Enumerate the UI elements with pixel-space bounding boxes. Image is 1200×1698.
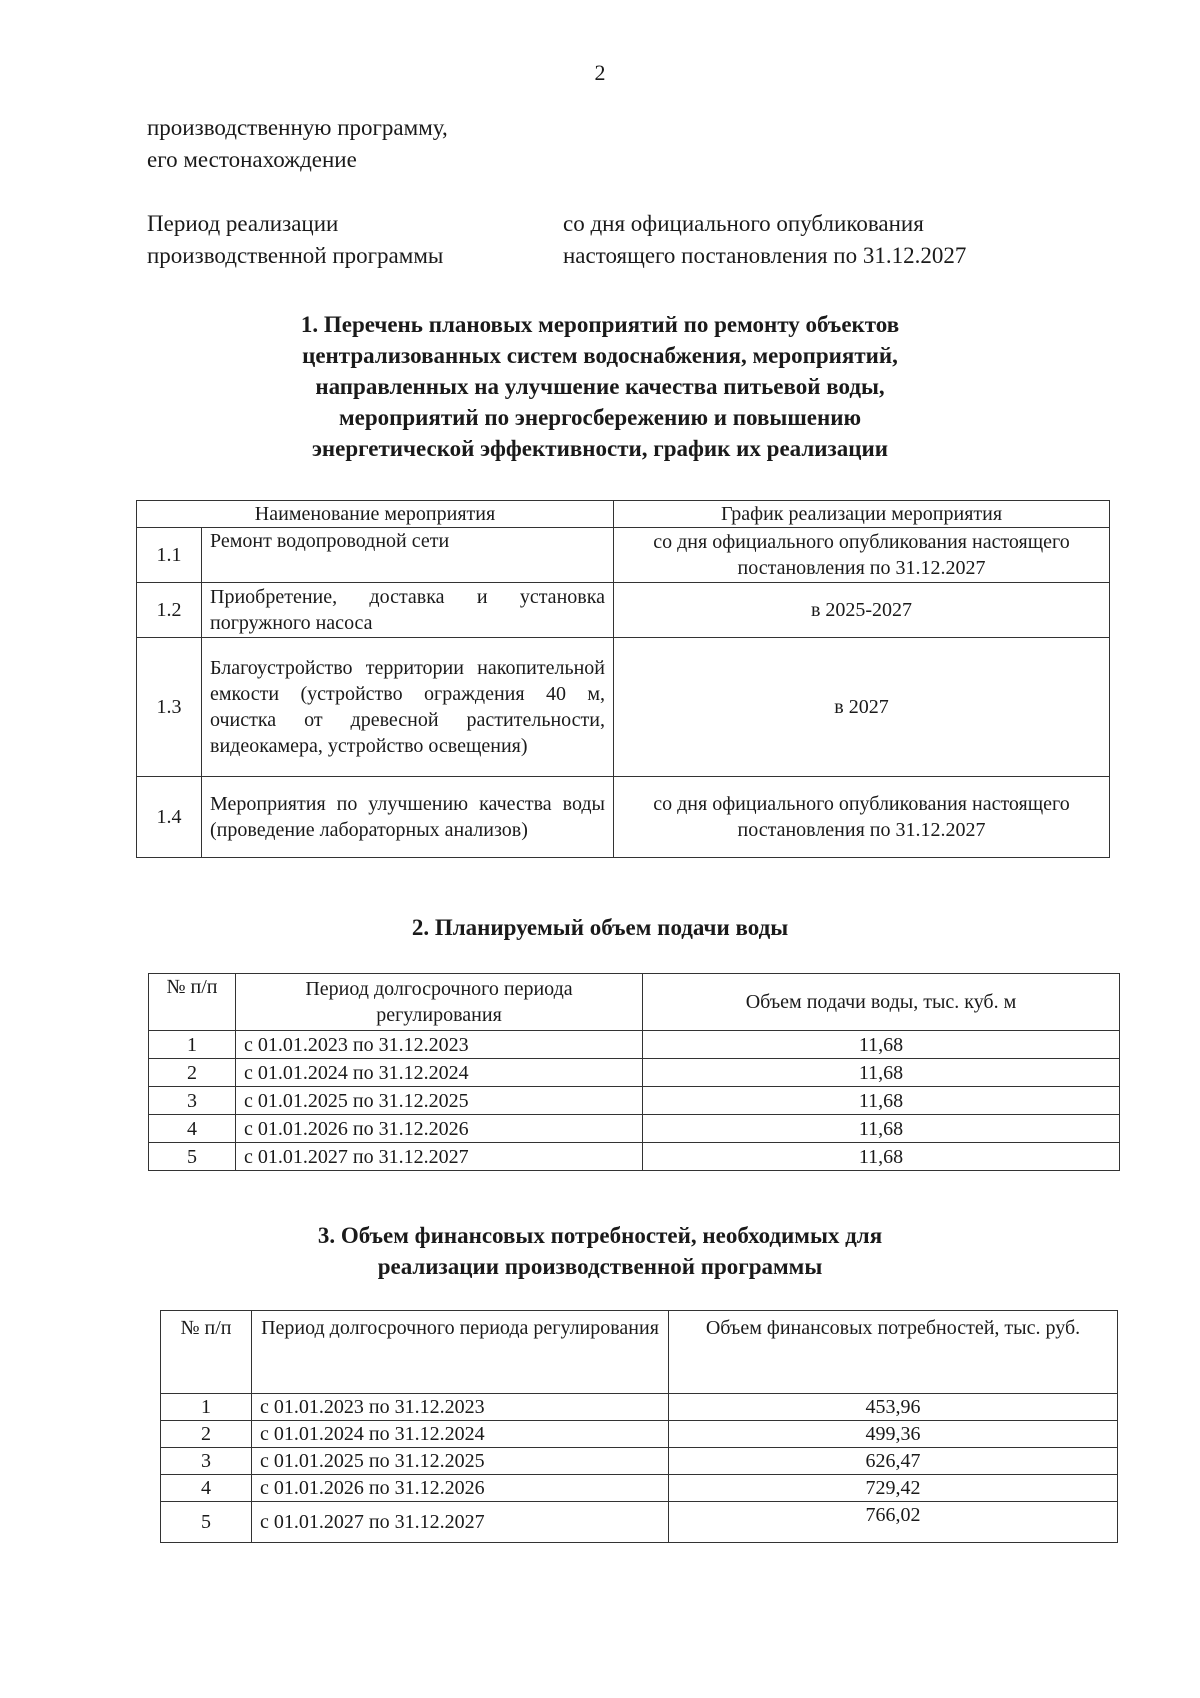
- activity-name: Ремонт водопроводной сети: [202, 528, 614, 583]
- section1-heading-line: направленных на улучшение качества питьевой воды,: [315, 374, 885, 399]
- row-number: 5: [161, 1502, 252, 1543]
- period-label-line: Период реализации: [147, 211, 339, 236]
- column-header-schedule: График реализации мероприятия: [614, 501, 1110, 528]
- activity-name: Благоустройство территории накопительной емкости (устройство ограждения 40 м, очистка от древесной растительности, видеокамера, устройство освещения): [202, 638, 614, 777]
- row-period: с 01.01.2025 по 31.12.2025: [252, 1448, 669, 1475]
- intro-text: [147, 112, 448, 176]
- row-financial: 499,36: [669, 1421, 1118, 1448]
- period-value-line: со дня официального опубликования: [563, 211, 924, 236]
- table-row: [161, 1394, 1118, 1421]
- section1-heading-line: энергетической эффективности, график их реализации: [311, 436, 889, 461]
- table-row: [149, 1031, 1120, 1059]
- section1-heading: [0, 309, 1200, 464]
- table-row: [161, 1448, 1118, 1475]
- table-row: [137, 777, 1110, 858]
- column-header-activity: Наименование мероприятия: [137, 501, 614, 528]
- row-period: с 01.01.2026 по 31.12.2026: [236, 1115, 643, 1143]
- column-header-period: Период долгосрочного периода регулирования: [252, 1311, 669, 1394]
- activity-schedule: в 2027: [614, 638, 1110, 777]
- section1-heading-line: 1. Перечень плановых мероприятий по ремонту объектов: [300, 312, 900, 337]
- row-number: 1.2: [137, 583, 202, 638]
- table-row: [137, 583, 1110, 638]
- period-value: [563, 208, 966, 272]
- row-number: 2: [161, 1421, 252, 1448]
- row-number: 2: [149, 1059, 236, 1087]
- section1-heading-line: централизованных систем водоснабжения, мероприятий,: [302, 343, 898, 368]
- activity-schedule: в 2025-2027: [614, 583, 1110, 638]
- row-number: 1.4: [137, 777, 202, 858]
- table-row: [137, 638, 1110, 777]
- row-period: с 01.01.2023 по 31.12.2023: [252, 1394, 669, 1421]
- row-number: 1: [161, 1394, 252, 1421]
- section1-heading-line: мероприятий по энергосбережению и повышению: [338, 405, 862, 430]
- section3-heading: [0, 1220, 1200, 1282]
- activities-table: [136, 500, 1110, 858]
- period-value-line: настоящего постановления по 31.12.2027: [563, 243, 967, 268]
- activity-name: Мероприятия по улучшению качества воды (проведение лабораторных анализов): [202, 777, 614, 858]
- row-period: с 01.01.2027 по 31.12.2027: [236, 1143, 643, 1171]
- water-supply-table: [148, 973, 1120, 1171]
- section3-heading-line: 3. Объем финансовых потребностей, необходимых для: [317, 1223, 883, 1248]
- row-number: 1: [149, 1031, 236, 1059]
- table-header-row: [137, 501, 1110, 528]
- row-period: с 01.01.2024 по 31.12.2024: [252, 1421, 669, 1448]
- column-header-period: Период долгосрочного периода регулирования: [236, 974, 643, 1031]
- activity-schedule: со дня официального опубликования настоящего постановления по 31.12.2027: [614, 777, 1110, 858]
- table-row: [149, 1059, 1120, 1087]
- period-label: [147, 208, 443, 272]
- row-number: 4: [161, 1475, 252, 1502]
- row-financial: 729,42: [669, 1475, 1118, 1502]
- column-header-number: № п/п: [161, 1311, 252, 1394]
- table-row: [137, 528, 1110, 583]
- row-period: с 01.01.2027 по 31.12.2027: [252, 1502, 669, 1543]
- period-label-line: производственной программы: [147, 243, 444, 268]
- row-number: 1.1: [137, 528, 202, 583]
- row-number: 3: [149, 1087, 236, 1115]
- row-financial: 453,96: [669, 1394, 1118, 1421]
- row-volume: 11,68: [643, 1143, 1120, 1171]
- column-header-financial: Объем финансовых потребностей, тыс. руб.: [669, 1311, 1118, 1394]
- row-period: с 01.01.2025 по 31.12.2025: [236, 1087, 643, 1115]
- column-header-number: № п/п: [149, 974, 236, 1031]
- row-number: 4: [149, 1115, 236, 1143]
- row-number: 1.3: [137, 638, 202, 777]
- table-row: [161, 1421, 1118, 1448]
- row-period: с 01.01.2024 по 31.12.2024: [236, 1059, 643, 1087]
- intro-line: производственную программу,: [147, 115, 448, 140]
- table-row: [149, 1087, 1120, 1115]
- table-row: [149, 1115, 1120, 1143]
- intro-line: его местонахождение: [147, 147, 357, 172]
- table-row: [149, 1143, 1120, 1171]
- page-number: 2: [594, 60, 606, 85]
- table-row: [161, 1475, 1118, 1502]
- row-financial: 766,02: [669, 1502, 1118, 1543]
- column-header-volume: Объем подачи воды, тыс. куб. м: [643, 974, 1120, 1031]
- row-financial: 626,47: [669, 1448, 1118, 1475]
- table-header-row: [161, 1311, 1118, 1394]
- row-volume: 11,68: [643, 1059, 1120, 1087]
- activity-schedule: со дня официального опубликования настоящего постановления по 31.12.2027: [614, 528, 1110, 583]
- activity-name: Приобретение, доставка и установка погружного насоса: [202, 583, 614, 638]
- row-volume: 11,68: [643, 1087, 1120, 1115]
- section3-heading-line: реализации производственной программы: [377, 1254, 823, 1279]
- row-number: 3: [161, 1448, 252, 1475]
- section2-heading: 2. Планируемый объем подачи воды: [411, 915, 789, 940]
- row-volume: 11,68: [643, 1115, 1120, 1143]
- row-period: с 01.01.2023 по 31.12.2023: [236, 1031, 643, 1059]
- row-volume: 11,68: [643, 1031, 1120, 1059]
- table-row: [161, 1502, 1118, 1543]
- financial-needs-table: [160, 1310, 1118, 1543]
- row-period: с 01.01.2026 по 31.12.2026: [252, 1475, 669, 1502]
- table-header-row: [149, 974, 1120, 1031]
- row-number: 5: [149, 1143, 236, 1171]
